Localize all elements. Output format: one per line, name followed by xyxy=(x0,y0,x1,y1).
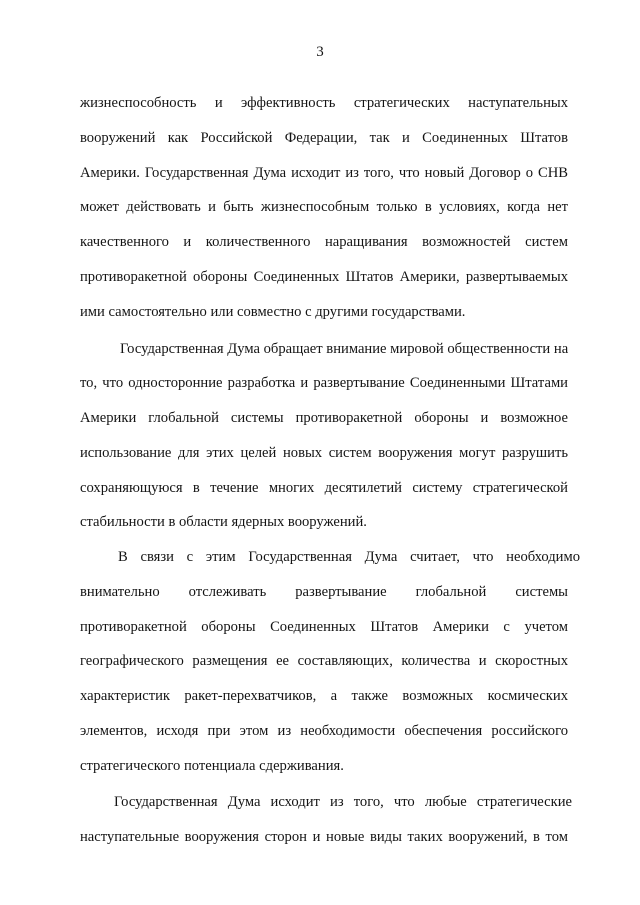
page-number: 3 xyxy=(316,44,324,60)
paragraph-1-line-4: может действовать и быть жизнеспособным только в условиях, когда нет xyxy=(80,199,568,215)
paragraph-2-line-2: то, что односторонние разработка и развертывание Соединенными Штатами xyxy=(80,375,568,391)
paragraph-3-line-6: элементов, исходя при этом из необходимости обеспечения российского xyxy=(80,723,568,739)
paragraph-3-line-1: В связи с этим Государственная Дума считает, что необходимо xyxy=(118,549,580,565)
paragraph-4-line-1: Государственная Дума исходит из того, что любые стратегические xyxy=(114,794,572,810)
paragraph-3-line-5: характеристик ракет-перехватчиков, а также возможных космических xyxy=(80,688,568,704)
paragraph-4-line-2: наступательные вооружения сторон и новые виды таких вооружений, в том xyxy=(80,829,568,845)
paragraph-1-line-6: противоракетной обороны Соединенных Штатов Америки, развертываемых xyxy=(80,269,568,285)
paragraph-2-line-5: сохраняющуюся в течение многих десятилетий систему стратегической xyxy=(80,480,568,496)
paragraph-1-line-1: жизнеспособность и эффективность стратегических наступательных xyxy=(80,95,568,111)
paragraph-3-line-2: внимательно отслеживать развертывание глобальной системы xyxy=(80,584,568,600)
paragraph-2-line-1: Государственная Дума обращает внимание мировой общественности на xyxy=(120,341,569,357)
paragraph-1-line-5: качественного и количественного наращивания возможностей систем xyxy=(80,234,568,250)
paragraph-1-line-2: вооружений как Российской Федерации, так и Соединенных Штатов xyxy=(80,130,568,146)
paragraph-3-line-7: стратегического потенциала сдерживания. xyxy=(80,758,344,774)
paragraph-1-line-7: ими самостоятельно или совместно с другими государствами. xyxy=(80,304,466,320)
paragraph-3-line-3: противоракетной обороны Соединенных Штатов Америки с учетом xyxy=(80,619,568,635)
paragraph-2-line-4: использование для этих целей новых систем вооружения могут разрушить xyxy=(80,445,568,461)
paragraph-3-line-4: географического размещения ее составляющих, количества и скоростных xyxy=(80,653,568,669)
paragraph-2-line-3: Америки глобальной системы противоракетной обороны и возможное xyxy=(80,410,568,426)
paragraph-1-line-3: Америки. Государственная Дума исходит из того, что новый Договор о СНВ xyxy=(80,165,568,181)
paragraph-2-line-6: стабильности в области ядерных вооружений. xyxy=(80,514,367,530)
